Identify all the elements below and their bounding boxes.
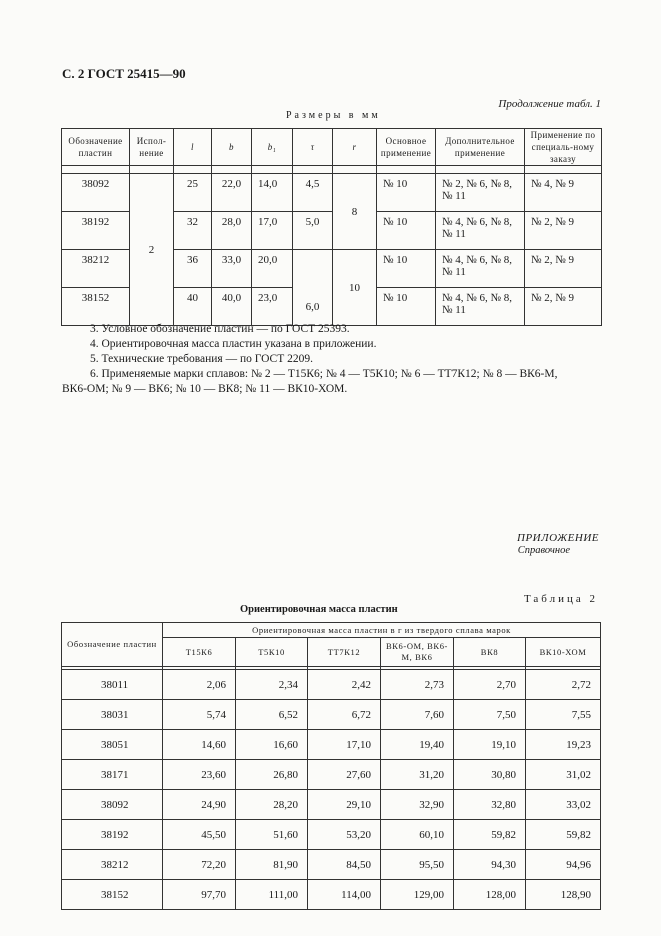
cell-mass: 129,00 xyxy=(381,880,454,910)
cell-main: № 10 xyxy=(377,174,436,212)
col-header-code: Обозначение пластин xyxy=(62,623,163,667)
cell-mass: 31,02 xyxy=(526,760,601,790)
col-header-t15k6: Т15К6 xyxy=(163,638,236,667)
col-header-vk6: ВК6-ОМ, ВК6-М, ВК6 xyxy=(381,638,454,667)
cell-r: 10 xyxy=(333,250,377,326)
table-row xyxy=(62,850,601,880)
cell-mass: 81,90 xyxy=(236,850,308,880)
cell-mass: 114,00 xyxy=(308,880,381,910)
cell-code: 38011 xyxy=(62,670,163,700)
cell-mass: 16,60 xyxy=(236,730,308,760)
table-row xyxy=(62,790,601,820)
cell-code: 38212 xyxy=(62,850,163,880)
mass-table xyxy=(61,622,601,910)
dimensions-table xyxy=(61,128,602,326)
cell-main: № 10 xyxy=(377,212,436,250)
cell-mass: 28,20 xyxy=(236,790,308,820)
cell-b: 40,0 xyxy=(212,288,252,326)
cell-special: № 2, № 9 xyxy=(525,288,602,326)
cell-mass: 2,42 xyxy=(308,670,381,700)
note-4: 4. Ориентировочная масса пластин указана в приложении. xyxy=(90,338,377,350)
cell-code: 38192 xyxy=(62,212,130,250)
cell-mass: 59,82 xyxy=(454,820,526,850)
dimensions-label: Размеры в мм xyxy=(286,110,381,121)
cell-mass: 19,40 xyxy=(381,730,454,760)
cell-code: 38031 xyxy=(62,700,163,730)
col-header-vk8: ВК8 xyxy=(454,638,526,667)
table-row xyxy=(62,880,601,910)
cell-mass: 27,60 xyxy=(308,760,381,790)
table-continuation-label: Продолжение табл. 1 xyxy=(498,98,601,110)
col-header-tau: τ xyxy=(293,129,333,166)
cell-mass: 60,10 xyxy=(381,820,454,850)
cell-r: 8 xyxy=(333,174,377,250)
col-header-b1: b₁ xyxy=(252,129,293,166)
group-header: Ориентировочная масса пластин в г из твердого сплава марок xyxy=(163,623,601,638)
cell-code: 38092 xyxy=(62,174,130,212)
cell-extra: № 4, № 6, № 8, № 11 xyxy=(436,212,525,250)
cell-mass: 2,70 xyxy=(454,670,526,700)
cell-code: 38192 xyxy=(62,820,163,850)
cell-b1: 14,0 xyxy=(252,174,293,212)
cell-extra: № 4, № 6, № 8, № 11 xyxy=(436,250,525,288)
cell-b: 28,0 xyxy=(212,212,252,250)
cell-mass: 7,55 xyxy=(526,700,601,730)
cell-code: 38092 xyxy=(62,790,163,820)
col-header-tt7k12: ТТ7К12 xyxy=(308,638,381,667)
cell-mass: 23,60 xyxy=(163,760,236,790)
cell-mass: 45,50 xyxy=(163,820,236,850)
cell-main: № 10 xyxy=(377,288,436,326)
cell-mass: 7,50 xyxy=(454,700,526,730)
note-3: 3. Условное обозначение пластин — по ГОСТ 25393. xyxy=(90,323,350,335)
col-header-execution: Испол-нение xyxy=(130,129,174,166)
cell-tau: 5,0 xyxy=(293,212,333,250)
cell-mass: 7,60 xyxy=(381,700,454,730)
table2-title: Ориентировочная масса пластин xyxy=(240,604,398,615)
cell-mass: 59,82 xyxy=(526,820,601,850)
col-header-code: Обозначение пластин xyxy=(62,129,130,166)
appendix-subtitle: Справочное xyxy=(517,545,570,556)
cell-mass: 111,00 xyxy=(236,880,308,910)
note-6-continued: ВК6-ОМ; № 9 — ВК6; № 10 — ВК8; № 11 — ВК10-ХОМ. xyxy=(62,383,348,395)
cell-mass: 19,23 xyxy=(526,730,601,760)
col-header-main: Основное применение xyxy=(377,129,436,166)
cell-main: № 10 xyxy=(377,250,436,288)
table-row xyxy=(62,820,601,850)
cell-l: 25 xyxy=(174,174,212,212)
cell-l: 32 xyxy=(174,212,212,250)
table-row xyxy=(62,760,601,790)
cell-b1: 20,0 xyxy=(252,250,293,288)
note-6: 6. Применяемые марки сплавов: № 2 — Т15К6; № 4 — Т5К10; № 6 — ТТ7К12; № 8 — ВК6-М, xyxy=(90,368,558,380)
cell-mass: 26,80 xyxy=(236,760,308,790)
cell-mass: 2,72 xyxy=(526,670,601,700)
cell-b: 33,0 xyxy=(212,250,252,288)
col-header-r: r xyxy=(333,129,377,166)
cell-mass: 24,90 xyxy=(163,790,236,820)
cell-mass: 6,72 xyxy=(308,700,381,730)
col-header-l: l xyxy=(174,129,212,166)
col-header-t5k10: Т5К10 xyxy=(236,638,308,667)
table-row xyxy=(62,670,601,700)
cell-mass: 32,80 xyxy=(454,790,526,820)
cell-mass: 30,80 xyxy=(454,760,526,790)
table2-number: Таблица 2 xyxy=(523,593,598,605)
cell-b: 22,0 xyxy=(212,174,252,212)
cell-mass: 51,60 xyxy=(236,820,308,850)
cell-mass: 6,52 xyxy=(236,700,308,730)
cell-mass: 97,70 xyxy=(163,880,236,910)
cell-code: 38171 xyxy=(62,760,163,790)
table-row xyxy=(62,730,601,760)
cell-special: № 2, № 9 xyxy=(525,250,602,288)
cell-mass: 84,50 xyxy=(308,850,381,880)
cell-mass: 32,90 xyxy=(381,790,454,820)
table-row xyxy=(62,700,601,730)
cell-mass: 94,96 xyxy=(526,850,601,880)
cell-mass: 5,74 xyxy=(163,700,236,730)
cell-mass: 14,60 xyxy=(163,730,236,760)
cell-mass: 128,90 xyxy=(526,880,601,910)
cell-code: 38212 xyxy=(62,250,130,288)
cell-b1: 17,0 xyxy=(252,212,293,250)
appendix-title: ПРИЛОЖЕНИЕ xyxy=(517,532,599,544)
cell-code: 38152 xyxy=(62,880,163,910)
notes xyxy=(62,322,610,397)
cell-code: 38152 xyxy=(62,288,130,326)
cell-l: 40 xyxy=(174,288,212,326)
cell-mass: 33,02 xyxy=(526,790,601,820)
cell-mass: 95,50 xyxy=(381,850,454,880)
col-header-vk10-hom: ВК10-ХОМ xyxy=(526,638,601,667)
cell-mass: 2,06 xyxy=(163,670,236,700)
col-header-b: b xyxy=(212,129,252,166)
cell-mass: 128,00 xyxy=(454,880,526,910)
cell-extra: № 4, № 6, № 8, № 11 xyxy=(436,288,525,326)
col-header-special: Применение по специаль-ному заказу xyxy=(525,129,602,166)
cell-execution: 2 xyxy=(130,174,174,326)
cell-mass: 72,20 xyxy=(163,850,236,880)
cell-l: 36 xyxy=(174,250,212,288)
table-row xyxy=(62,174,602,212)
cell-mass: 31,20 xyxy=(381,760,454,790)
cell-mass: 2,73 xyxy=(381,670,454,700)
cell-mass: 53,20 xyxy=(308,820,381,850)
cell-special: № 2, № 9 xyxy=(525,212,602,250)
cell-mass: 17,10 xyxy=(308,730,381,760)
page-header: С. 2 ГОСТ 25415—90 xyxy=(62,66,186,81)
cell-extra: № 2, № 6, № 8, № 11 xyxy=(436,174,525,212)
cell-mass: 19,10 xyxy=(454,730,526,760)
cell-code: 38051 xyxy=(62,730,163,760)
cell-special: № 4, № 9 xyxy=(525,174,602,212)
col-header-extra: Дополнительное применение xyxy=(436,129,525,166)
cell-mass: 29,10 xyxy=(308,790,381,820)
cell-tau: 4,5 xyxy=(293,174,333,212)
cell-mass: 94,30 xyxy=(454,850,526,880)
cell-tau: 6,0 xyxy=(293,250,333,326)
cell-mass: 2,34 xyxy=(236,670,308,700)
note-5: 5. Технические требования — по ГОСТ 2209. xyxy=(90,353,313,365)
cell-b1: 23,0 xyxy=(252,288,293,326)
